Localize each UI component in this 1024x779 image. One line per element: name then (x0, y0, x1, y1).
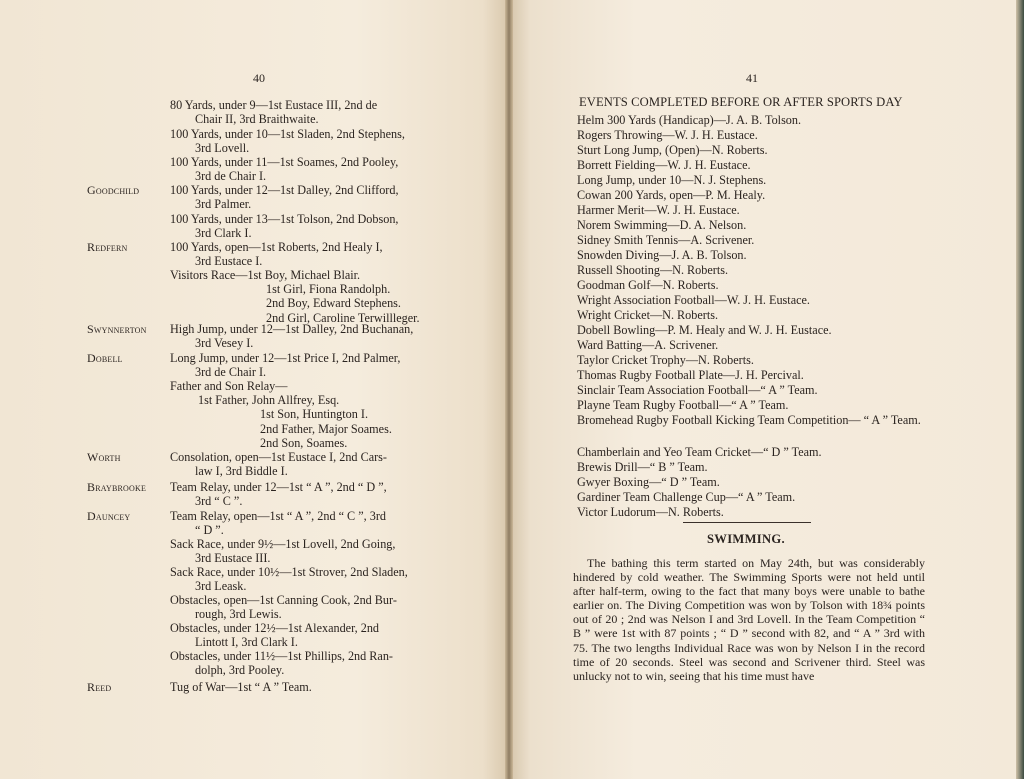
swimming-title: SWIMMING. (707, 532, 785, 546)
house-name: Dobell (87, 351, 123, 365)
result-line: 3rd Eustace III. (195, 551, 271, 566)
event-item: Long Jump, under 10—N. J. Stephens. (577, 173, 767, 187)
result-line: dolph, 3rd Pooley. (195, 663, 285, 678)
event-item: Rogers Throwing—W. J. H. Eustace. (577, 128, 758, 142)
result-line: High Jump, under 12—1st Dalley, 2nd Buchanan, (170, 322, 414, 336)
house-name: Braybrooke (87, 480, 147, 494)
result-line: Team Relay, open—1st “ A ”, 2nd “ C ”, 3rd (170, 509, 386, 523)
result-entry (170, 240, 470, 268)
page-number-right: 41 (746, 71, 758, 85)
result-line: 3rd de Chair I. (195, 365, 267, 380)
result-entry (170, 593, 470, 621)
result-line: Father and Son Relay— (170, 379, 288, 393)
result-line: Obstacles, under 12½—1st Alexander, 2nd (170, 621, 380, 635)
event-item: Sturt Long Jump, (Open)—N. Roberts. (577, 143, 768, 157)
result-line: Visitors Race—1st Boy, Michael Blair. (170, 268, 361, 282)
event-item: Norem Swimming—D. A. Nelson. (577, 218, 747, 232)
result-line: 3rd Clark I. (195, 226, 252, 241)
section-divider (683, 522, 811, 523)
result-entry (170, 212, 470, 240)
event-item: Snowden Diving—J. A. B. Tolson. (577, 248, 747, 262)
event-item: Wright Association Football—W. J. H. Eustace. (577, 293, 810, 307)
result-line: 3rd Eustace I. (195, 254, 263, 269)
result-line: 3rd Lovell. (195, 141, 250, 156)
result-line: Chair II, 3rd Braithwaite. (195, 112, 319, 127)
house-name: Worth (87, 450, 121, 464)
result-line: 1st Girl, Fiona Randolph. (266, 282, 391, 297)
result-line: “ D ”. (195, 523, 224, 538)
result-entry (170, 183, 470, 211)
event-item: Russell Shooting—N. Roberts. (577, 263, 728, 277)
result-line: 2nd Son, Soames. (260, 435, 348, 450)
result-line: Team Relay, under 12—1st “ A ”, 2nd “ D ”, (170, 480, 387, 494)
result-line: 100 Yards, under 13—1st Tolson, 2nd Dobson, (170, 212, 399, 226)
house-name: Goodchild (87, 183, 140, 197)
result-line: 3rd Leask. (195, 579, 247, 594)
event-item: Harmer Merit—W. J. H. Eustace. (577, 203, 740, 217)
result-entry (170, 450, 470, 478)
event-item: Playne Team Rugby Football—“ A ” Team. (577, 398, 789, 412)
result-line: 100 Yards, under 12—1st Dalley, 2nd Clifford, (170, 183, 399, 197)
event-item: Victor Ludorum—N. Roberts. (577, 505, 724, 519)
result-line: Long Jump, under 12—1st Price I, 2nd Palmer, (170, 351, 401, 365)
house-name: Dauncey (87, 509, 131, 523)
event-item: Gwyer Boxing—“ D ” Team. (577, 475, 720, 489)
result-entry (170, 98, 470, 126)
result-entry (170, 649, 470, 677)
result-line: 3rd Vesey I. (195, 336, 254, 351)
events-heading: EVENTS COMPLETED BEFORE OR AFTER SPORTS DAY (579, 95, 903, 109)
result-line: Obstacles, open—1st Canning Cook, 2nd Bur- (170, 593, 397, 607)
result-line: 100 Yards, under 11—1st Soames, 2nd Pooley, (170, 155, 399, 169)
result-line: law I, 3rd Biddle I. (195, 464, 288, 479)
result-line: 100 Yards, open—1st Roberts, 2nd Healy I, (170, 240, 383, 254)
event-item: Goodman Golf—N. Roberts. (577, 278, 719, 292)
result-line: 3rd “ C ”. (195, 494, 243, 509)
event-item: Ward Batting—A. Scrivener. (577, 338, 719, 352)
result-entry (170, 565, 470, 593)
result-line: 100 Yards, under 10—1st Sladen, 2nd Stephens, (170, 127, 405, 141)
result-line: 1st Father, John Allfrey, Esq. (198, 393, 340, 408)
page-number-left: 40 (253, 71, 265, 85)
result-line: Obstacles, under 11½—1st Phillips, 2nd Ran- (170, 649, 393, 663)
result-entry (170, 480, 470, 508)
result-line: Sack Race, under 9½—1st Lovell, 2nd Going, (170, 537, 396, 551)
result-line: 2nd Boy, Edward Stephens. (266, 296, 401, 311)
page-edge (1016, 0, 1024, 779)
event-item: Dobell Bowling—P. M. Healy and W. J. H. Eustace. (577, 323, 832, 337)
house-name: Swynnerton (87, 322, 147, 336)
event-item: Cowan 200 Yards, open—P. M. Healy. (577, 188, 766, 202)
result-line: 2nd Girl, Caroline Terwillleger. (266, 310, 420, 325)
result-entry (170, 680, 470, 694)
event-item: Thomas Rugby Football Plate—J. H. Percival. (577, 368, 804, 382)
result-line: Consolation, open—1st Eustace I, 2nd Cars- (170, 450, 387, 464)
event-item: Wright Cricket—N. Roberts. (577, 308, 718, 322)
result-entry (170, 155, 470, 183)
event-item: Sidney Smith Tennis—A. Scrivener. (577, 233, 755, 247)
result-line: Tug of War—1st “ A ” Team. (170, 680, 312, 694)
result-line: 80 Yards, under 9—1st Eustace III, 2nd de (170, 98, 378, 112)
house-name: Reed (87, 680, 112, 694)
event-item: Chamberlain and Yeo Team Cricket—“ D ” Team. (577, 445, 822, 459)
result-entry (170, 379, 470, 450)
result-line: rough, 3rd Lewis. (195, 607, 282, 622)
event-item: Taylor Cricket Trophy—N. Roberts. (577, 353, 754, 367)
event-item: Brewis Drill—“ B ” Team. (577, 460, 708, 474)
event-item: Helm 300 Yards (Handicap)—J. A. B. Tolson. (577, 113, 802, 127)
event-item: Sinclair Team Association Football—“ A ” Team. (577, 383, 818, 397)
result-line: Lintott I, 3rd Clark I. (195, 635, 298, 650)
house-name: Redfern (87, 240, 128, 254)
result-entry (170, 537, 470, 565)
result-line: Sack Race, under 10½—1st Strover, 2nd Sladen, (170, 565, 408, 579)
event-item: Borrett Fielding—W. J. H. Eustace. (577, 158, 751, 172)
result-entry (170, 322, 470, 350)
result-entry (170, 127, 470, 155)
result-entry (170, 509, 470, 537)
result-entry (170, 268, 470, 325)
event-item: Bromehead Rugby Football Kicking Team Competition— “ A ” Team. (577, 413, 921, 427)
result-entry (170, 621, 470, 649)
result-line: 1st Son, Huntington I. (260, 407, 369, 422)
result-line: 2nd Father, Major Soames. (260, 421, 392, 436)
result-line: 3rd de Chair I. (195, 169, 267, 184)
book-spine (505, 0, 513, 779)
result-entry (170, 351, 470, 379)
event-item: Gardiner Team Challenge Cup—“ A ” Team. (577, 490, 796, 504)
result-line: 3rd Palmer. (195, 197, 252, 212)
swimming-paragraph: The bathing this term started on May 24th, but was considerably hindered by cold weather. The Swimming Sports were not held until after half-term, owing to the fact that many boys were unable to bathe earlier on. The Diving Competition was won by Tolson with 18¾ points out of 20 ; 2nd was Nelson I and 3rd Lovell. In the Team Competition “ B ” were 1st with 87 points ; “ D ” second with 82, and “ A ” 3rd with 75. The two lengths Individual Race was won by Nelson I in the record time of 20 seconds. Steel was second and Scrivener third. Steel was unlucky not to win, seeing that his time must have (573, 556, 925, 683)
